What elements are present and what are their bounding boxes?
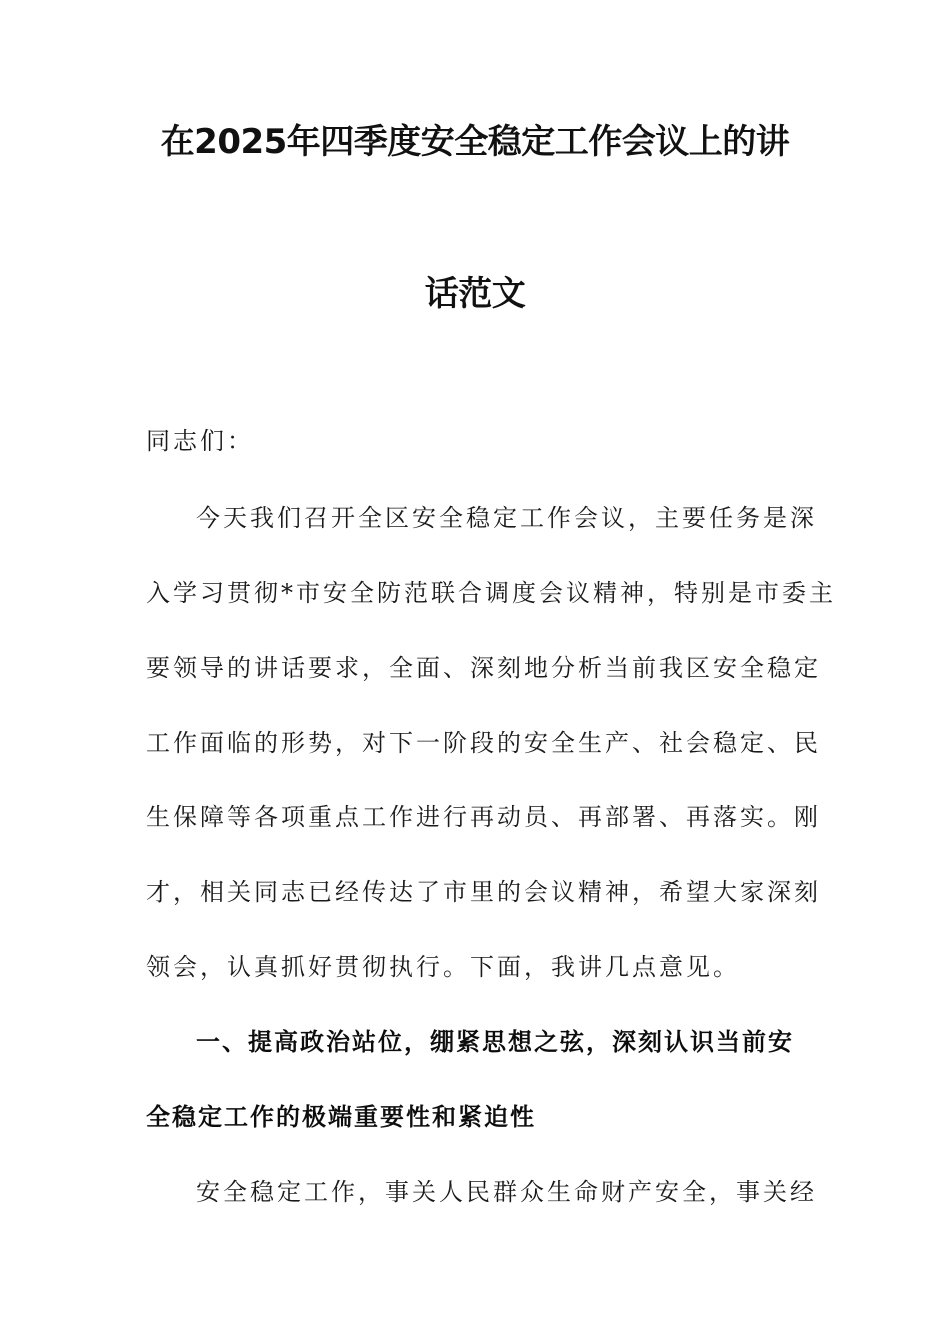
paragraph-1-line: 入学习贯彻*市安全防范联合调度会议精神，特别是市委主 bbox=[146, 579, 836, 607]
paragraph-1-line: 领会，认真抓好贯彻执行。下面，我讲几点意见。 bbox=[146, 953, 740, 981]
document-title-line-1: 在2025年四季度安全稳定工作会议上的讲 bbox=[160, 122, 790, 162]
paragraph-1-line: 才，相关同志已经传达了市里的会议精神，希望大家深刻 bbox=[146, 878, 821, 906]
section-1-heading-line: 全稳定工作的极端重要性和紧迫性 bbox=[146, 1102, 536, 1131]
document-title-line-2: 话范文 bbox=[424, 274, 526, 314]
paragraph-2-line: 安全稳定工作，事关人民群众生命财产安全，事关经 bbox=[196, 1178, 817, 1206]
salutation: 同志们： bbox=[146, 427, 254, 455]
paragraph-1-line: 今天我们召开全区安全稳定工作会议，主要任务是深 bbox=[196, 504, 817, 532]
paragraph-1-line: 要领导的讲话要求，全面、深刻地分析当前我区安全稳定 bbox=[146, 654, 821, 682]
paragraph-1-line: 生保障等各项重点工作进行再动员、再部署、再落实。刚 bbox=[146, 803, 821, 831]
paragraph-1-line: 工作面临的形势，对下一阶段的安全生产、社会稳定、民 bbox=[146, 729, 821, 757]
section-1-heading-line: 一、提高政治站位，绷紧思想之弦，深刻认识当前安 bbox=[196, 1027, 794, 1056]
